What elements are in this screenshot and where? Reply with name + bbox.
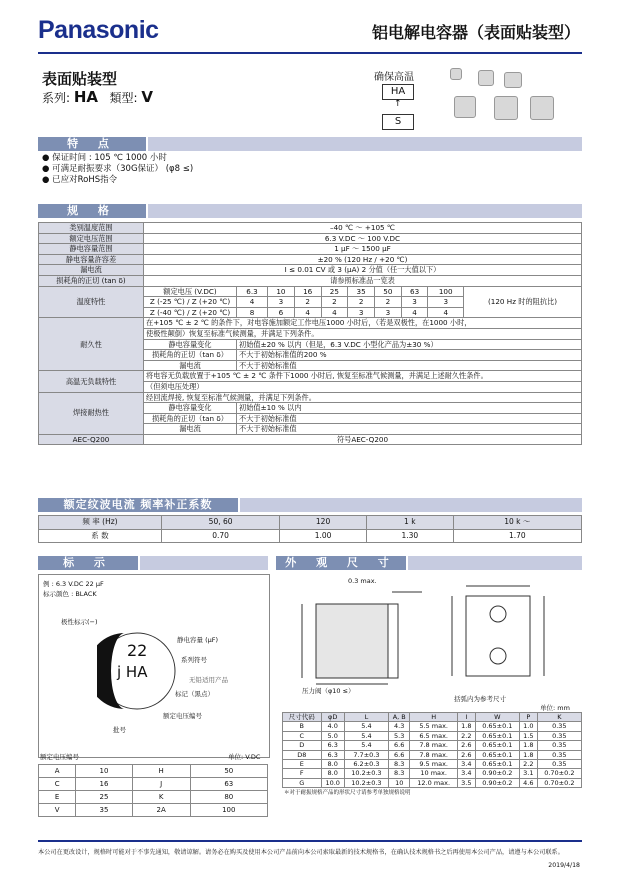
- table-cell: 静电容量变化: [144, 403, 237, 414]
- table-cell: AEC-Q200: [39, 434, 144, 445]
- table-cell: 2A: [132, 804, 190, 817]
- table-cell: 25: [76, 791, 132, 804]
- table-cell: 1.8: [457, 722, 475, 731]
- table-cell: 3.5: [457, 778, 475, 787]
- table-cell: 3.1: [519, 769, 537, 778]
- doc-title: 铝电解电容器（表面贴装型）: [371, 23, 580, 42]
- spec-header: 规 格: [38, 204, 582, 218]
- table-cell: 63: [401, 286, 428, 297]
- table-cell: 0.35: [537, 722, 581, 731]
- table-cell: 不大于初始标准值: [237, 424, 582, 435]
- table-cell: D: [283, 741, 322, 750]
- table-cell: 损耗角的正切（tan δ）: [144, 350, 237, 361]
- table-cell: 损耗角的正切 (tan δ): [39, 275, 144, 286]
- table-cell: 12.0 max.: [410, 778, 458, 787]
- feature-item: ● 已应对RoHS指令: [42, 175, 118, 185]
- table-cell: 7.7±0.3: [344, 750, 388, 759]
- ripple-header: 额定纹波电流 频率补正系数: [38, 498, 582, 512]
- table-cell: 5.4: [344, 731, 388, 740]
- table-cell: 4: [321, 307, 348, 318]
- table-cell: 4: [428, 307, 464, 318]
- table-cell: 1.5: [519, 731, 537, 740]
- table-row: [39, 392, 582, 403]
- table-cell: 符号AEC-Q200: [144, 434, 582, 445]
- table-cell: 0.70±0.2: [537, 769, 581, 778]
- table-cell: 10: [389, 778, 410, 787]
- table-cell: 3.4: [457, 769, 475, 778]
- table-cell: 1.8: [519, 741, 537, 750]
- table-cell: 4.0: [321, 722, 344, 731]
- marking-header: 标 示: [38, 556, 268, 570]
- voltage-code-table: [38, 764, 268, 817]
- table-row: [39, 318, 582, 329]
- table-cell: V: [39, 804, 76, 817]
- table-cell: 1 μF ～ 1500 μF: [144, 244, 582, 255]
- table-cell: 16: [294, 286, 321, 297]
- footer-date: 2019/4/18: [548, 862, 580, 869]
- dimension-table: [282, 712, 582, 788]
- table-cell: J: [132, 778, 190, 791]
- table-row: [39, 233, 582, 244]
- capacitor-photo-1: [450, 68, 462, 80]
- table-cell: 漏电流: [39, 265, 144, 276]
- table-cell: 2: [348, 297, 375, 308]
- table-cell: 额定电压 (V.DC): [144, 286, 237, 297]
- table-cell: 1 k: [366, 516, 453, 530]
- feature-item: ● 可满足耐振要求（30G保证） (φ8 ≤): [42, 164, 194, 174]
- table-cell: 5.5 max.: [410, 722, 458, 731]
- table-cell: 4.6: [519, 778, 537, 787]
- table-cell: K: [132, 791, 190, 804]
- table-cell: φD: [321, 713, 344, 722]
- marking-panel: 例 : 6.3 V.DC 22 μF 标示颜色 : BLACK 极性标示(−) 22 j HA 静电容量 (μF) 系列符号 无铅适用产品 标记（黑点） 额定电压编号 批号: [38, 574, 270, 758]
- table-cell: 50: [190, 765, 267, 778]
- table-cell: E: [39, 791, 76, 804]
- table-cell: 3: [428, 297, 464, 308]
- table-cell: 高温无负载特性: [39, 371, 144, 392]
- table-cell: 7.8 max.: [410, 750, 458, 759]
- table-cell: 5.4: [344, 722, 388, 731]
- table-cell: C: [39, 778, 76, 791]
- table-row: [283, 750, 582, 759]
- outline-drawing: [282, 574, 582, 700]
- table-cell: 0.70±0.2: [537, 778, 581, 787]
- table-cell: 尺寸代码: [283, 713, 322, 722]
- table-cell: 10 max.: [410, 769, 458, 778]
- table-cell: 2.6: [457, 750, 475, 759]
- table-cell: 2.2: [519, 760, 537, 769]
- table-cell: 3: [268, 297, 295, 308]
- table-cell: 8: [237, 307, 268, 318]
- table-cell: 10.2±0.3: [344, 769, 388, 778]
- table-cell: G: [283, 778, 322, 787]
- outline-header: 外 观 尺 寸: [276, 556, 582, 570]
- table-cell: B: [283, 722, 322, 731]
- table-cell: 漏电流: [144, 360, 237, 371]
- table-cell: 初始值±20 % 以内（但是，6.3 V.DC 小型化产品为±30 %）: [237, 339, 582, 350]
- capacitor-photo-2: [478, 70, 494, 86]
- table-cell: 使极性颠倒）恢复至标准气候测量，并满足下列条件。: [144, 328, 582, 339]
- table-cell: 不大于初始标准值的200 %: [237, 350, 582, 361]
- table-cell: 6.3: [321, 750, 344, 759]
- table-cell: 0.65±0.1: [475, 760, 519, 769]
- table-cell: 0.35: [537, 750, 581, 759]
- table-row: [39, 765, 268, 778]
- table-cell: 25: [321, 286, 348, 297]
- table-cell: P: [519, 713, 537, 722]
- table-cell: L: [344, 713, 388, 722]
- table-cell: 额定电压范围: [39, 233, 144, 244]
- table-cell: 1.0: [519, 722, 537, 731]
- table-cell: 16: [76, 778, 132, 791]
- table-cell: 1.30: [366, 529, 453, 543]
- table-cell: 4: [401, 307, 428, 318]
- table-row: [283, 731, 582, 740]
- table-row: [39, 516, 582, 530]
- table-cell: 10 k ～: [453, 516, 581, 530]
- table-cell: 5.3: [389, 731, 410, 740]
- table-cell: 在+105 ℃ ± 2 ℃ 的条件下，对电容施加额定工作电压1000 小时后，（若是双极性，在1000 小时，: [144, 318, 582, 329]
- features-header: 特 点: [38, 137, 582, 151]
- table-cell: 8.3: [389, 769, 410, 778]
- table-cell: 2: [321, 297, 348, 308]
- table-cell: 频 率 (Hz): [39, 516, 162, 530]
- table-cell: Z (-40 ℃) / Z (+20 ℃): [144, 307, 237, 318]
- table-row: [39, 244, 582, 255]
- table-cell: 0.65±0.1: [475, 741, 519, 750]
- table-cell: 4: [237, 297, 268, 308]
- footer-note: 本公司在更改设计，规格时可能对于不事先通知，敬请谅解。请务必在购买及使用本公司产品前向本公司索取最新的技术规格书，在确认技术规格书之后再使用本公司产品，请遵与本公司联系。: [38, 849, 564, 856]
- footer-rule: [38, 840, 582, 842]
- table-cell: 4: [294, 307, 321, 318]
- table-cell: 经回流焊接, 恢复至标准气候测量，并满足下列条件。: [144, 392, 582, 403]
- table-cell: 静电容量許容差: [39, 254, 144, 265]
- table-cell: 耐久性: [39, 318, 144, 371]
- table-row: [39, 254, 582, 265]
- table-cell: 0.90±0.2: [475, 769, 519, 778]
- table-cell: 0.35: [537, 731, 581, 740]
- type-value: V: [141, 88, 153, 106]
- table-cell: 初始值±10 % 以内: [237, 403, 582, 414]
- table-cell: 不大于初始标准值: [237, 413, 582, 424]
- table-cell: ±20 % (120 Hz / +20 ℃): [144, 254, 582, 265]
- table-cell: 8.0: [321, 769, 344, 778]
- table-cell: 类别温度范围: [39, 223, 144, 234]
- table-cell: 5.4: [344, 741, 388, 750]
- table-cell: W: [475, 713, 519, 722]
- table-cell: 漏电流: [144, 424, 237, 435]
- table-cell: 将电容无负载放置于+105 ℃ ± 2 ℃ 条件下1000 小时后, 恢复至标准气候测量，并满足上述耐久性条件。: [144, 371, 582, 382]
- table-row: [39, 778, 268, 791]
- table-cell: 0.35: [537, 741, 581, 750]
- table-cell: 6.2±0.3: [344, 760, 388, 769]
- panasonic-logo: Panasonic: [38, 16, 159, 44]
- table-cell: 焊接耐热性: [39, 392, 144, 434]
- table-cell: 静电容量范围: [39, 244, 144, 255]
- cap-value-mark: 22: [127, 641, 148, 660]
- table-cell: 10.0: [321, 778, 344, 787]
- code-mark: j HA: [117, 663, 148, 681]
- table-cell: 3: [348, 307, 375, 318]
- table-row: [283, 778, 582, 787]
- table-cell: 4.3: [389, 722, 410, 731]
- capacitor-photo-6: [530, 96, 554, 120]
- table-cell: A, B: [389, 713, 410, 722]
- table-cell: 35: [348, 286, 375, 297]
- capacitor-photo-4: [454, 96, 476, 118]
- table-cell: 9.5 max.: [410, 760, 458, 769]
- table-cell: H: [410, 713, 458, 722]
- table-row: [39, 434, 582, 445]
- table-cell: 静电容量变化: [144, 339, 237, 350]
- table-cell: 7.8 max.: [410, 741, 458, 750]
- table-cell: D8: [283, 750, 322, 759]
- table-cell: 温度特性: [39, 286, 144, 318]
- table-row: [283, 769, 582, 778]
- feature-item: ● 保证时间 : 105 ℃ 1000 小时: [42, 153, 167, 163]
- table-cell: 2.6: [457, 741, 475, 750]
- table-cell: 100: [428, 286, 464, 297]
- series-value: HA: [73, 88, 99, 106]
- table-row: [39, 371, 582, 382]
- table-cell: 80: [190, 791, 267, 804]
- table-cell: 0.90±0.2: [475, 778, 519, 787]
- arrow-up-icon: ↑: [394, 99, 402, 109]
- table-cell: 35: [76, 804, 132, 817]
- table-cell: 不大于初始标准值: [237, 360, 582, 371]
- table-cell: H: [132, 765, 190, 778]
- features-list: [42, 153, 193, 186]
- table-row: [39, 791, 268, 804]
- table-row: [283, 722, 582, 731]
- table-cell: 6.3 V.DC ～ 100 V.DC: [144, 233, 582, 244]
- table-cell: C: [283, 731, 322, 740]
- capacitor-photo-3: [504, 72, 522, 88]
- table-cell: –40 ℃ ～ +105 ℃: [144, 223, 582, 234]
- table-cell: 系 数: [39, 529, 162, 543]
- table-cell: 损耗角的正切（tan δ）: [144, 413, 237, 424]
- table-row: [283, 713, 582, 722]
- table-row: [283, 741, 582, 750]
- table-cell: 10.2±0.3: [344, 778, 388, 787]
- table-cell: 6.6: [389, 750, 410, 759]
- table-cell: 10: [76, 765, 132, 778]
- table-cell: 8.0: [321, 760, 344, 769]
- table-cell: 100: [190, 804, 267, 817]
- table-cell: A: [39, 765, 76, 778]
- table-cell: 2: [294, 297, 321, 308]
- table-cell: （但须电压处理）: [144, 381, 582, 392]
- table-cell: 0.65±0.1: [475, 750, 519, 759]
- table-cell: I ≤ 0.01 CV 或 3 (μA) 2 分值（任一大值以下）: [144, 265, 582, 276]
- table-row: [39, 223, 582, 234]
- table-cell: 6.6: [389, 741, 410, 750]
- table-cell: 1.00: [280, 529, 367, 543]
- spec-table: [38, 222, 582, 445]
- table-row: [39, 265, 582, 276]
- table-cell: 0.35: [537, 760, 581, 769]
- table-cell: F: [283, 769, 322, 778]
- table-cell: E: [283, 760, 322, 769]
- table-cell: 5.0: [321, 731, 344, 740]
- capacitor-photo-5: [494, 96, 518, 120]
- table-cell: Z (-25 ℃) / Z (+20 ℃): [144, 297, 237, 308]
- table-cell: 6: [268, 307, 295, 318]
- table-row: [39, 529, 582, 543]
- header-rule: [38, 52, 582, 54]
- high-temp-label: 确保高温: [374, 72, 414, 83]
- table-row: [39, 286, 582, 297]
- table-cell: 0.65±0.1: [475, 731, 519, 740]
- table-cell: 8.3: [389, 760, 410, 769]
- s-box: S: [382, 114, 414, 130]
- series-line: 系列: HA 類型: V: [42, 88, 153, 106]
- table-cell: I: [457, 713, 475, 722]
- table-cell: K: [537, 713, 581, 722]
- table-cell: 50: [374, 286, 401, 297]
- table-cell: 10: [268, 286, 295, 297]
- table-cell: 50, 60: [162, 516, 280, 530]
- table-cell: (120 Hz 时的阻抗比): [464, 286, 582, 318]
- table-cell: 3: [401, 297, 428, 308]
- table-cell: 3: [374, 307, 401, 318]
- table-cell: 1.70: [453, 529, 581, 543]
- table-cell: 6.3: [237, 286, 268, 297]
- table-cell: 6.5 max.: [410, 731, 458, 740]
- table-cell: 0.65±0.1: [475, 722, 519, 731]
- table-cell: 1.8: [519, 750, 537, 759]
- table-row: [283, 760, 582, 769]
- table-cell: 请参照标准品一览表: [144, 275, 582, 286]
- table-cell: 2.2: [457, 731, 475, 740]
- table-cell: 3.4: [457, 760, 475, 769]
- table-cell: 63: [190, 778, 267, 791]
- table-row: [39, 275, 582, 286]
- table-cell: 2: [374, 297, 401, 308]
- table-cell: 120: [280, 516, 367, 530]
- ha-box: HA: [382, 84, 414, 100]
- table-row: [39, 804, 268, 817]
- ripple-table: [38, 515, 582, 543]
- table-cell: 0.70: [162, 529, 280, 543]
- product-heading: 表面贴装型: [42, 70, 118, 88]
- table-cell: 6.3: [321, 741, 344, 750]
